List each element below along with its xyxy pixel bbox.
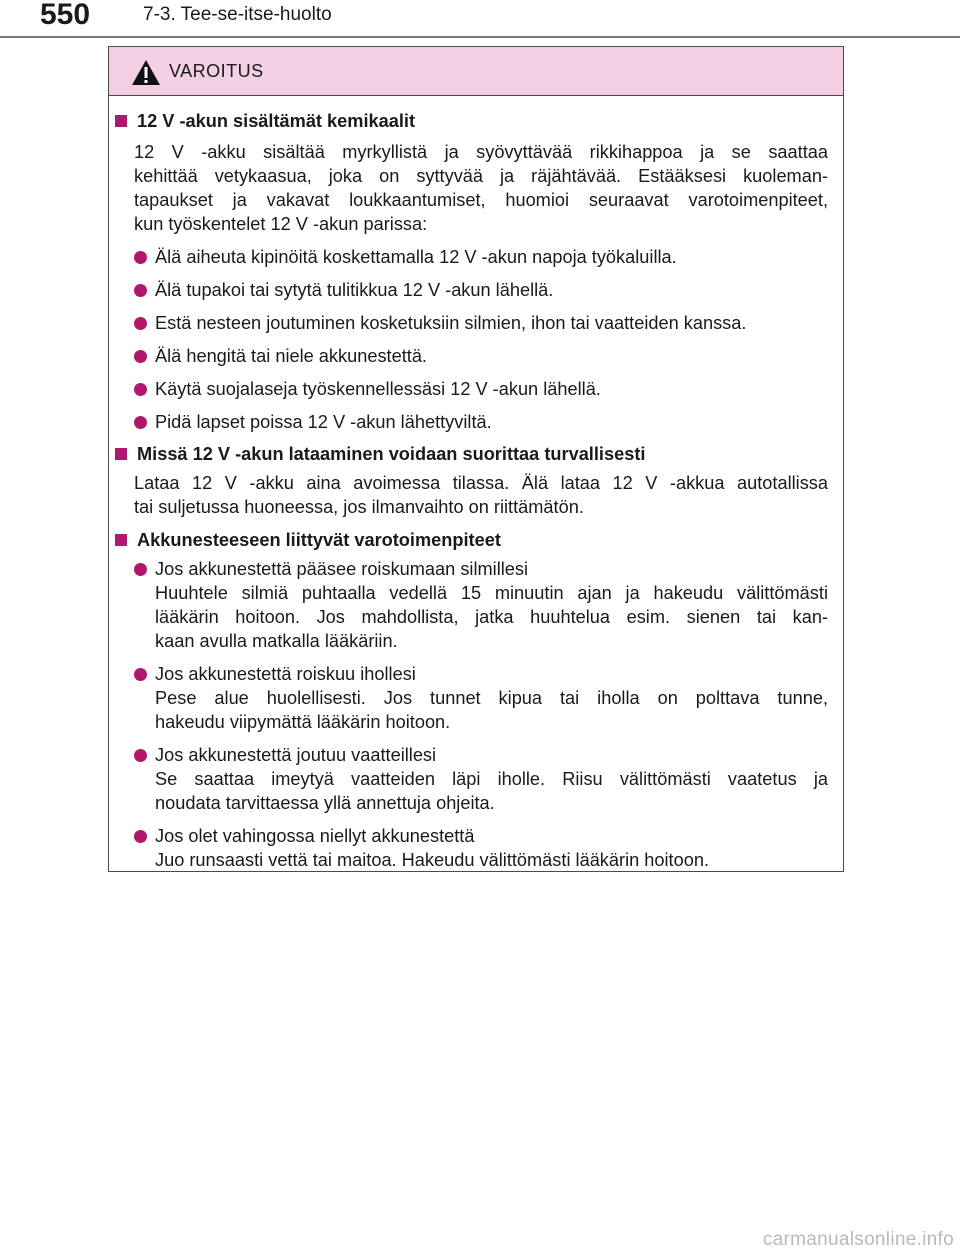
watermark: carmanualsonline.info <box>762 1229 954 1250</box>
circle-bullet-icon <box>134 350 147 363</box>
circle-bullet-icon <box>134 563 147 576</box>
warning-box <box>108 46 844 872</box>
page-header <box>0 0 960 40</box>
warning-content <box>109 109 845 872</box>
circle-bullet-icon <box>134 251 147 264</box>
safe-charging-paragraph: Lataa 12 V -akku aina avoimessa tilassa. Älä lataa 12 V -akkua autotallissa tai suljetussa huoneessa, jos ilmanvaihto on riittämätön. <box>134 473 828 517</box>
page-number: 550 <box>40 0 91 31</box>
circle-bullet-icon <box>134 317 147 330</box>
warning-label: VAROITUS <box>169 61 264 81</box>
section-heading-safe-charging: Missä 12 V -akun lataaminen voidaan suorittaa turvallisesti <box>115 442 845 466</box>
list-item: Estä nesteen joutuminen kosketuksiin silmien, ihon tai vaatteiden kanssa. <box>134 311 828 335</box>
list-item: Pidä lapset poissa 12 V -akun lähettyviltä. <box>134 410 828 434</box>
warning-triangle-icon <box>131 59 161 86</box>
circle-bullet-icon <box>134 749 147 762</box>
circle-bullet-icon <box>134 416 147 429</box>
header-divider <box>0 36 960 38</box>
square-bullet-icon <box>115 534 127 546</box>
circle-bullet-icon <box>134 284 147 297</box>
section-heading-battery-chemicals: 12 V -akun sisältämät kemikaalit <box>115 109 845 133</box>
list-item: Jos olet vahingossa niellyt akkunestettä Juo runsaasti vettä tai maitoa. Hakeudu välittömästi lääkärin hoitoon. <box>134 824 828 872</box>
list-item: Älä aiheuta kipinöitä koskettamalla 12 V -akun napoja työkaluilla. <box>134 245 828 269</box>
circle-bullet-icon <box>134 668 147 681</box>
list-item: Jos akkunestettä roiskuu ihollesi Pese alue huolellisesti. Jos tunnet kipua tai iholla on polttava tunne, hakeudu viipymättä lääkärin hoitoon. <box>134 662 828 734</box>
list-item: Älä hengitä tai niele akkunestettä. <box>134 344 828 368</box>
circle-bullet-icon <box>134 830 147 843</box>
list-item: Jos akkunestettä joutuu vaatteillesi Se saattaa imeytyä vaatteiden läpi iholle. Riisu välittömästi vaatetus ja noudata tarvittaessa yllä annettuja ohjeita. <box>134 743 828 815</box>
warning-header <box>109 47 843 96</box>
list-item: Käytä suojalaseja työskennellessäsi 12 V -akun lähellä. <box>134 377 828 401</box>
square-bullet-icon <box>115 115 127 127</box>
list-item: Älä tupakoi tai sytytä tulitikkua 12 V -akun lähellä. <box>134 278 828 302</box>
circle-bullet-icon <box>134 383 147 396</box>
square-bullet-icon <box>115 448 127 460</box>
battery-chemicals-paragraph: 12 V -akku sisältää myrkyllistä ja syövyttävää rikkihappoa ja se saattaa kehittää vetykaasua, joka on syttyvää ja räjähtävää. Estääksesi kuoleman- tapaukset ja vakavat loukkaantumiset, huomioi seuraavat varotoimenpiteet, kun työskentelet 12 V -akun parissa: <box>134 142 828 234</box>
list-item: Jos akkunestettä pääsee roiskumaan silmillesi Huuhtele silmiä puhtaalla vedellä 15 minuutin ajan ja hakeudu välittömästi lääkärin hoitoon. Jos mahdollista, jatka huuhtelua esim. sienen tai kan- kaan avulla matkalla lääkäriin. <box>134 557 828 653</box>
section-heading-battery-fluid: Akkunesteeseen liittyvät varotoimenpiteet <box>115 528 845 552</box>
section-title: 7-3. Tee-se-itse-huolto <box>143 4 332 25</box>
